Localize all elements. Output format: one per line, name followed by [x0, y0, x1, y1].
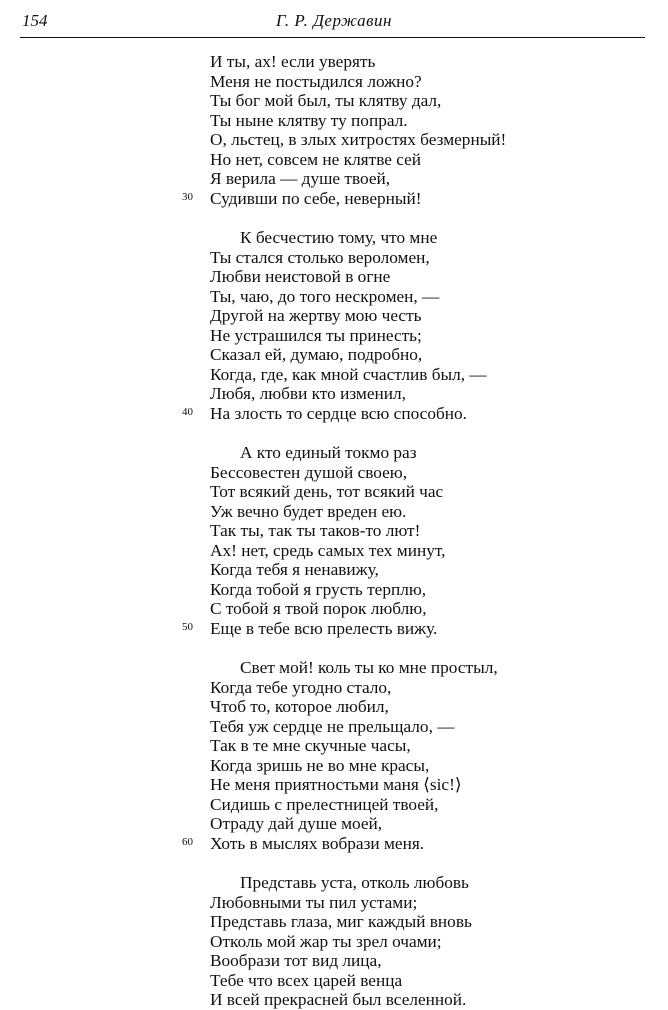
poem-line	[210, 463, 650, 483]
poem-line	[210, 795, 650, 815]
line-text: О, льстец, в злых хитростях безмерный!	[210, 130, 507, 149]
poem-line	[210, 912, 650, 932]
poem-line	[210, 658, 650, 678]
line-text: Чтоб то, которое любил,	[210, 697, 389, 716]
poem-line	[210, 502, 650, 522]
poem-line	[210, 248, 650, 268]
line-number: 40	[182, 405, 193, 418]
poem-line	[210, 521, 650, 541]
poem-line	[182, 188, 650, 209]
line-text: Когда тобой я грусть терплю,	[210, 579, 427, 599]
poem-line	[210, 541, 650, 561]
stanza	[182, 658, 650, 853]
poem-line	[210, 326, 650, 346]
poem-line	[210, 72, 650, 92]
line-text: Любви неистовой в огне	[210, 267, 391, 286]
line-text: Любя, любви кто изменил,	[210, 384, 406, 403]
poem-line	[210, 736, 650, 756]
line-number: 60	[182, 835, 193, 848]
poem-line	[210, 990, 650, 1010]
poem-line	[210, 951, 650, 971]
poem-line	[210, 52, 650, 72]
stanza-gap	[210, 423, 650, 443]
poem-line	[210, 365, 650, 385]
poem-line	[210, 150, 650, 170]
line-text: Ах! нет, средь самых тех минут,	[210, 540, 446, 560]
poem-line	[182, 833, 650, 854]
line-text: И ты, ах! если уверять	[210, 52, 376, 71]
line-text: Тот всякий день, тот всякий час	[210, 482, 444, 501]
poem-line	[182, 618, 650, 639]
line-text: Сказал ей, думаю, подробно,	[210, 345, 423, 364]
poem-line	[182, 403, 650, 424]
poem-line	[210, 111, 650, 131]
line-text: Отраду дай душе моей,	[210, 814, 383, 833]
poem-line	[210, 267, 650, 287]
poem-body	[182, 52, 650, 1010]
poem-line	[210, 932, 650, 952]
poem-line	[210, 775, 650, 795]
poem-line	[210, 580, 650, 600]
poem-line	[210, 599, 650, 619]
line-text: Еще в тебе всю прелесть вижу.	[210, 618, 438, 638]
line-text: А кто единый токмо раз	[240, 443, 417, 462]
stanza	[182, 52, 650, 208]
line-text: Уж вечно будет вреден ею.	[210, 501, 407, 521]
poem-line	[210, 814, 650, 834]
line-text: С тобой я твой порок люблю,	[210, 599, 427, 618]
stanza	[182, 228, 650, 423]
poem-line	[210, 678, 650, 698]
poem-line	[210, 893, 650, 913]
poem-line	[210, 306, 650, 326]
poem-line	[210, 560, 650, 580]
line-text: Когда зришь не во мне красы,	[210, 755, 430, 775]
line-text: Когда, где, как мной счастлив был, —	[210, 364, 487, 384]
line-text: Бессовестен душой своею,	[210, 462, 408, 482]
poem-line	[210, 873, 650, 893]
line-text: Судивши по себе, неверный!	[210, 188, 422, 208]
running-title: Г. Р. Державин	[276, 11, 392, 30]
line-text: Хоть в мыслях вобрази меня.	[210, 833, 425, 853]
poem-line	[210, 717, 650, 737]
line-text: Ты бог мой был, ты клятву дал,	[210, 91, 442, 110]
stanza	[210, 873, 650, 1010]
poem-line	[210, 287, 650, 307]
line-text: Так в те мне скучные часы,	[210, 736, 411, 755]
line-text: Свет мой! коль ты ко мне простыл,	[240, 658, 498, 677]
poem-line	[210, 384, 650, 404]
line-text: Когда тебе угодно стало,	[210, 677, 392, 697]
stanza-gap	[210, 638, 650, 658]
line-text: Представь глаза, миг каждый вновь	[210, 912, 472, 931]
line-text: Любовными ты пил устами;	[210, 892, 418, 912]
line-text: Тебя уж сердце не прельщало, —	[210, 716, 455, 736]
poem-line	[210, 482, 650, 502]
line-text: На злость то сердце всю способно.	[210, 403, 467, 423]
poem-line	[210, 169, 650, 189]
line-text: Отколь мой жар ты зрел очами;	[210, 931, 442, 951]
line-text: Вообрази тот вид лица,	[210, 951, 382, 970]
stanza-gap	[210, 853, 650, 873]
stanza	[182, 443, 650, 638]
page-header	[0, 0, 668, 40]
poem-line	[210, 697, 650, 717]
poem-line	[210, 91, 650, 111]
line-text: Ты ныне клятву ту попрал.	[210, 110, 408, 130]
line-text: Тебе что всех царей венца	[210, 970, 403, 990]
line-number: 50	[182, 620, 193, 633]
line-text: Я верила — душе твоей,	[210, 169, 391, 188]
line-text: Меня не постыдился ложно?	[210, 71, 422, 91]
line-text: Не меня приятностьми маня ⟨sic!⟩	[210, 775, 462, 794]
poem-line	[210, 756, 650, 776]
poem-line	[210, 228, 650, 248]
line-text: Так ты, так ты таков-то лют!	[210, 521, 421, 540]
poem-line	[210, 443, 650, 463]
line-text: Не устрашился ты принесть;	[210, 325, 422, 345]
line-text: Сидишь с прелестницей твоей,	[210, 794, 439, 814]
page-number: 154	[22, 11, 48, 30]
line-text: И всей прекрасней был вселенной.	[210, 990, 467, 1009]
header-rule	[20, 37, 645, 38]
line-text: Представь уста, отколь любовь	[240, 873, 469, 892]
line-text: Ты, чаю, до того нескромен, —	[210, 286, 440, 306]
line-text: Другой на жертву мою честь	[210, 306, 422, 325]
line-text: Но нет, совсем не клятве сей	[210, 149, 422, 169]
line-text: К бесчестию тому, что мне	[240, 228, 438, 247]
line-text: Ты стался столько вероломен,	[210, 247, 430, 267]
poem-line	[210, 345, 650, 365]
stanza-gap	[210, 208, 650, 228]
line-number: 30	[182, 190, 193, 203]
poem-line	[210, 130, 650, 150]
poem-line	[210, 971, 650, 991]
line-text: Когда тебя я ненавижу,	[210, 560, 379, 579]
